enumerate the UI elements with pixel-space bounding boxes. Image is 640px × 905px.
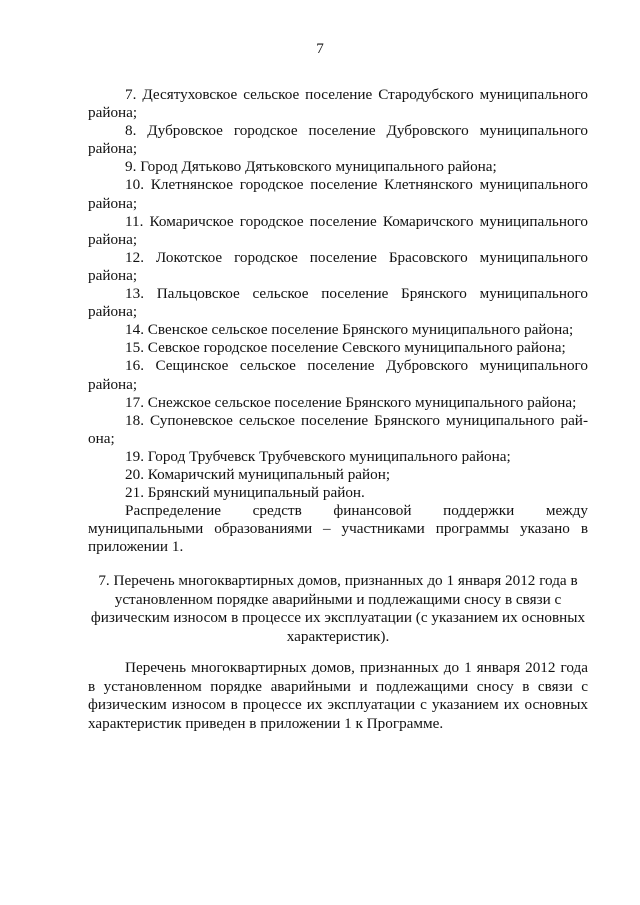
list-item	[88, 357, 588, 393]
list-item	[88, 249, 588, 285]
list-item-text: 20. Комаричский муниципальный район;	[125, 465, 391, 483]
list-item	[88, 412, 588, 448]
list-item-text: 21. Брянский муниципальный район.	[125, 484, 365, 502]
list-item-wrap: района;	[88, 194, 138, 212]
list-item	[88, 213, 588, 249]
paragraph-line: Распределение средств финансовой поддержки между	[125, 502, 588, 520]
heading-line: физическим износом в процессе их эксплуатации (с указанием их основных	[90, 609, 586, 626]
list-item	[88, 448, 588, 466]
list-item	[88, 176, 588, 212]
paragraph-line: муниципальными образованиями – участниками программы указано в	[88, 520, 588, 538]
list-item-wrap: района;	[88, 375, 138, 393]
list-item	[88, 466, 588, 484]
list-item-text: 19. Город Трубчевск Трубчевского муниципального района;	[125, 447, 511, 465]
list-item-text: 8. Дубровское городское поселение Дубровского муниципального	[125, 122, 588, 140]
list-item-text: 17. Снежское сельское поселение Брянского муниципального района;	[125, 393, 577, 411]
list-item	[88, 86, 588, 122]
list-item-text: 16. Сещинское сельское поселение Дубровского муниципального	[125, 357, 588, 375]
list-item-text: 7. Десятуховское сельское поселение Стародубского муниципального	[125, 86, 588, 103]
list-item-wrap: района;	[88, 140, 138, 158]
list-item	[88, 339, 588, 357]
list-item	[88, 394, 588, 412]
list-item	[88, 321, 588, 339]
section-heading	[88, 572, 588, 646]
list-item	[88, 285, 588, 321]
section-body: Перечень многоквартирных домов, признанных до 1 января 2012 года в установленном порядке аварийными и подлежащими сносу в связи с физическим износом в процессе их эксплуатации с указанием их основных характеристик приведен в приложении 1 к Программе.	[88, 659, 588, 732]
list-item-wrap: она;	[88, 429, 115, 447]
list-item-text: 15. Севское городское поселение Севского муниципального района;	[125, 339, 566, 357]
list-item-text: 14. Свенское сельское поселение Брянского муниципального района;	[125, 321, 574, 339]
list-item-text: 10. Клетнянское городское поселение Клетнянского муниципального	[125, 176, 588, 194]
heading-line: характеристик).	[286, 627, 390, 645]
distribution-paragraph	[88, 502, 588, 556]
list-item-wrap: района;	[88, 104, 138, 122]
page-number: 7	[316, 40, 324, 57]
list-item-text: 13. Пальцовское сельское поселение Брянского муниципального	[125, 285, 588, 303]
heading-line: установленном порядке аварийными и подлежащими сносу в связи с	[114, 590, 562, 608]
list-item	[88, 158, 588, 176]
list-item-wrap: района;	[88, 230, 138, 248]
list-item-text: 9. Город Дятьково Дятьковского муниципального района;	[125, 158, 497, 176]
participants-list	[88, 86, 588, 556]
list-item-text: 12. Локотское городское поселение Брасовского муниципального	[125, 248, 588, 266]
list-item-wrap: района;	[88, 303, 138, 321]
list-item	[88, 122, 588, 158]
list-item-wrap: района;	[88, 266, 138, 284]
paragraph-line: приложении 1.	[88, 538, 184, 556]
list-item-text: 18. Супоневское сельское поселение Брянского муниципального рай-	[125, 411, 588, 429]
list-item-text: 11. Комаричское городское поселение Комаричского муниципального	[125, 212, 588, 230]
heading-line: 7. Перечень многоквартирных домов, признанных до 1 января 2012 года в	[98, 572, 578, 589]
list-item	[88, 484, 588, 502]
